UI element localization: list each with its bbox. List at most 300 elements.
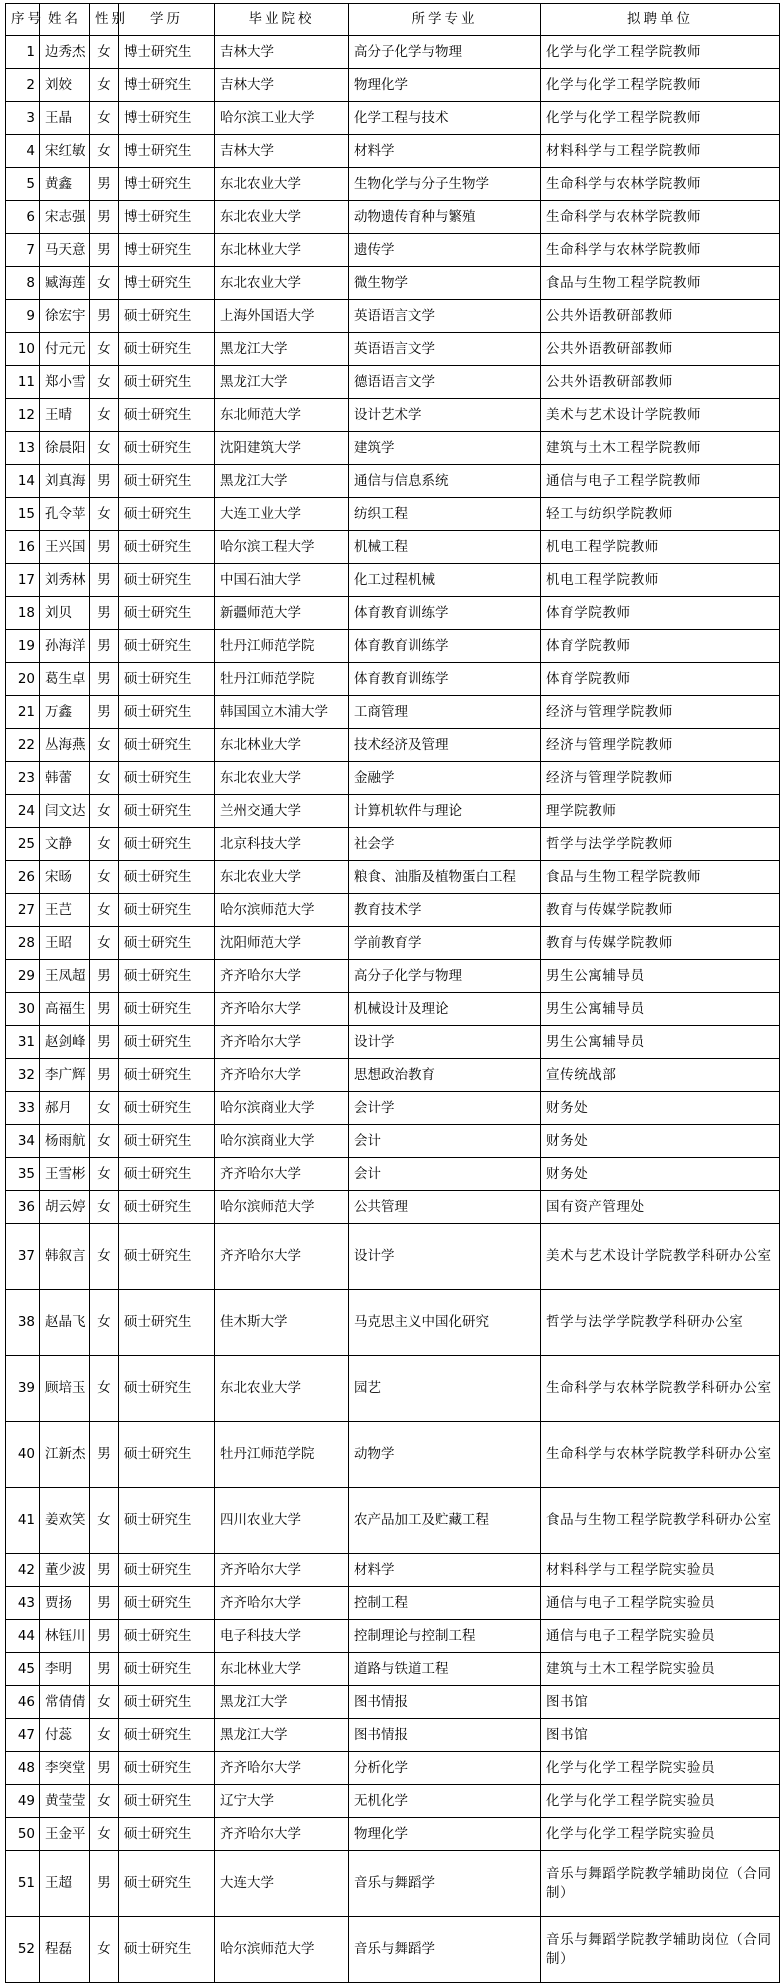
table-row	[6, 828, 780, 861]
cell-major: 生物化学与分子生物学	[349, 168, 541, 201]
header-gender: 性别	[90, 4, 119, 36]
cell-school: 上海外国语大学	[215, 300, 349, 333]
cell-degree: 硕士研究生	[119, 564, 215, 597]
cell-gender: 男	[90, 696, 119, 729]
table-row	[6, 1620, 780, 1653]
cell-name: 韩蕾	[40, 762, 90, 795]
cell-gender: 男	[90, 234, 119, 267]
cell-unit: 化学与化学工程学院教师	[541, 102, 780, 135]
cell-degree: 硕士研究生	[119, 1191, 215, 1224]
cell-school: 齐齐哈尔大学	[215, 1752, 349, 1785]
cell-school: 吉林大学	[215, 36, 349, 69]
cell-no: 32	[6, 1059, 40, 1092]
cell-gender: 女	[90, 432, 119, 465]
table-row	[6, 729, 780, 762]
cell-name: 边秀杰	[40, 36, 90, 69]
cell-school: 齐齐哈尔大学	[215, 1818, 349, 1851]
cell-gender: 女	[90, 795, 119, 828]
cell-no: 31	[6, 1026, 40, 1059]
table-row	[6, 861, 780, 894]
cell-no: 39	[6, 1356, 40, 1422]
cell-gender: 女	[90, 1488, 119, 1554]
cell-gender: 男	[90, 597, 119, 630]
cell-major: 设计学	[349, 1026, 541, 1059]
cell-no: 50	[6, 1818, 40, 1851]
cell-gender: 男	[90, 1851, 119, 1917]
cell-gender: 女	[90, 861, 119, 894]
cell-unit: 哲学与法学学院教学科研办公室	[541, 1290, 780, 1356]
cell-name: 郑小雪	[40, 366, 90, 399]
cell-major: 纺织工程	[349, 498, 541, 531]
cell-school: 东北林业大学	[215, 1653, 349, 1686]
cell-degree: 硕士研究生	[119, 1653, 215, 1686]
cell-no: 2	[6, 69, 40, 102]
cell-name: 宋志强	[40, 201, 90, 234]
table-row	[6, 993, 780, 1026]
cell-degree: 硕士研究生	[119, 465, 215, 498]
cell-name: 王晴	[40, 399, 90, 432]
cell-major: 遗传学	[349, 234, 541, 267]
cell-name: 付蕊	[40, 1719, 90, 1752]
cell-unit: 哲学与法学学院教师	[541, 828, 780, 861]
cell-degree: 硕士研究生	[119, 1488, 215, 1554]
cell-major: 会计	[349, 1158, 541, 1191]
cell-major: 通信与信息系统	[349, 465, 541, 498]
cell-school: 黑龙江大学	[215, 1719, 349, 1752]
cell-gender: 男	[90, 1026, 119, 1059]
cell-no: 13	[6, 432, 40, 465]
cell-school: 齐齐哈尔大学	[215, 1026, 349, 1059]
cell-unit: 图书馆	[541, 1719, 780, 1752]
cell-unit: 生命科学与农林学院教师	[541, 201, 780, 234]
cell-school: 大连工业大学	[215, 498, 349, 531]
cell-major: 德语语言文学	[349, 366, 541, 399]
cell-no: 10	[6, 333, 40, 366]
cell-no: 8	[6, 267, 40, 300]
cell-school: 黑龙江大学	[215, 1686, 349, 1719]
cell-unit: 材料科学与工程学院实验员	[541, 1554, 780, 1587]
cell-no: 45	[6, 1653, 40, 1686]
cell-major: 会计	[349, 1125, 541, 1158]
cell-degree: 硕士研究生	[119, 1092, 215, 1125]
table-row	[6, 597, 780, 630]
cell-name: 黄鑫	[40, 168, 90, 201]
cell-school: 哈尔滨工业大学	[215, 102, 349, 135]
cell-degree: 硕士研究生	[119, 531, 215, 564]
cell-no: 29	[6, 960, 40, 993]
cell-school: 吉林大学	[215, 69, 349, 102]
cell-name: 王凤超	[40, 960, 90, 993]
cell-name: 付元元	[40, 333, 90, 366]
cell-degree: 硕士研究生	[119, 1785, 215, 1818]
cell-gender: 女	[90, 1092, 119, 1125]
cell-degree: 硕士研究生	[119, 927, 215, 960]
cell-gender: 男	[90, 300, 119, 333]
table-row	[6, 1191, 780, 1224]
cell-gender: 女	[90, 333, 119, 366]
cell-school: 四川农业大学	[215, 1488, 349, 1554]
cell-major: 公共管理	[349, 1191, 541, 1224]
table-row	[6, 399, 780, 432]
cell-school: 东北农业大学	[215, 861, 349, 894]
cell-unit: 生命科学与农林学院教学科研办公室	[541, 1422, 780, 1488]
cell-unit: 公共外语教研部教师	[541, 333, 780, 366]
cell-gender: 男	[90, 1653, 119, 1686]
cell-school: 沈阳师范大学	[215, 927, 349, 960]
cell-no: 14	[6, 465, 40, 498]
table-row	[6, 432, 780, 465]
cell-school: 北京科技大学	[215, 828, 349, 861]
cell-unit: 体育学院教师	[541, 630, 780, 663]
cell-degree: 硕士研究生	[119, 300, 215, 333]
cell-school: 齐齐哈尔大学	[215, 1059, 349, 1092]
header-no: 序号	[6, 4, 40, 36]
table-row	[6, 1026, 780, 1059]
cell-name: 文静	[40, 828, 90, 861]
cell-name: 闫文达	[40, 795, 90, 828]
cell-gender: 女	[90, 1224, 119, 1290]
cell-name: 程磊	[40, 1917, 90, 1983]
cell-degree: 博士研究生	[119, 267, 215, 300]
cell-major: 技术经济及管理	[349, 729, 541, 762]
cell-no: 27	[6, 894, 40, 927]
cell-no: 40	[6, 1422, 40, 1488]
cell-degree: 博士研究生	[119, 234, 215, 267]
cell-no: 6	[6, 201, 40, 234]
cell-major: 材料学	[349, 135, 541, 168]
cell-unit: 男生公寓辅导员	[541, 993, 780, 1026]
cell-no: 30	[6, 993, 40, 1026]
cell-gender: 男	[90, 564, 119, 597]
cell-unit: 体育学院教师	[541, 597, 780, 630]
cell-no: 4	[6, 135, 40, 168]
cell-name: 王芑	[40, 894, 90, 927]
table-row	[6, 1092, 780, 1125]
table-row	[6, 1488, 780, 1554]
cell-school: 黑龙江大学	[215, 333, 349, 366]
cell-name: 宋旸	[40, 861, 90, 894]
cell-gender: 女	[90, 399, 119, 432]
cell-no: 44	[6, 1620, 40, 1653]
table-row	[6, 1422, 780, 1488]
cell-unit: 食品与生物工程学院教学科研办公室	[541, 1488, 780, 1554]
cell-major: 思想政治教育	[349, 1059, 541, 1092]
cell-school: 东北林业大学	[215, 234, 349, 267]
cell-degree: 博士研究生	[119, 69, 215, 102]
cell-unit: 建筑与土木工程学院实验员	[541, 1653, 780, 1686]
cell-name: 丛海燕	[40, 729, 90, 762]
cell-degree: 硕士研究生	[119, 861, 215, 894]
cell-major: 控制工程	[349, 1587, 541, 1620]
header-unit: 拟聘单位	[541, 4, 780, 36]
cell-degree: 博士研究生	[119, 36, 215, 69]
cell-no: 47	[6, 1719, 40, 1752]
cell-no: 11	[6, 366, 40, 399]
cell-unit: 经济与管理学院教师	[541, 762, 780, 795]
cell-gender: 男	[90, 1620, 119, 1653]
table-row	[6, 1752, 780, 1785]
cell-gender: 男	[90, 1059, 119, 1092]
cell-school: 电子科技大学	[215, 1620, 349, 1653]
cell-no: 35	[6, 1158, 40, 1191]
cell-name: 王雪彬	[40, 1158, 90, 1191]
cell-gender: 女	[90, 135, 119, 168]
cell-school: 东北农业大学	[215, 201, 349, 234]
cell-major: 设计学	[349, 1224, 541, 1290]
cell-major: 道路与铁道工程	[349, 1653, 541, 1686]
cell-unit: 宣传统战部	[541, 1059, 780, 1092]
cell-gender: 男	[90, 168, 119, 201]
cell-degree: 硕士研究生	[119, 1356, 215, 1422]
cell-major: 无机化学	[349, 1785, 541, 1818]
cell-gender: 女	[90, 1356, 119, 1422]
cell-unit: 经济与管理学院教师	[541, 729, 780, 762]
cell-unit: 美术与艺术设计学院教学科研办公室	[541, 1224, 780, 1290]
cell-school: 齐齐哈尔大学	[215, 1554, 349, 1587]
cell-name: 杨雨航	[40, 1125, 90, 1158]
cell-name: 韩叙言	[40, 1224, 90, 1290]
table-row	[6, 1059, 780, 1092]
cell-unit: 通信与电子工程学院实验员	[541, 1587, 780, 1620]
cell-major: 教育技术学	[349, 894, 541, 927]
cell-major: 物理化学	[349, 1818, 541, 1851]
cell-degree: 硕士研究生	[119, 1125, 215, 1158]
cell-degree: 硕士研究生	[119, 432, 215, 465]
cell-school: 东北林业大学	[215, 729, 349, 762]
cell-no: 49	[6, 1785, 40, 1818]
cell-unit: 材料科学与工程学院教师	[541, 135, 780, 168]
cell-major: 化学工程与技术	[349, 102, 541, 135]
table-row	[6, 300, 780, 333]
cell-degree: 硕士研究生	[119, 1851, 215, 1917]
table-row	[6, 465, 780, 498]
cell-name: 孙海洋	[40, 630, 90, 663]
table-row	[6, 1719, 780, 1752]
cell-unit: 建筑与土木工程学院教师	[541, 432, 780, 465]
cell-unit: 教育与传媒学院教师	[541, 894, 780, 927]
header-name: 姓名	[40, 4, 90, 36]
cell-gender: 男	[90, 630, 119, 663]
cell-gender: 女	[90, 762, 119, 795]
cell-school: 齐齐哈尔大学	[215, 993, 349, 1026]
table-row	[6, 927, 780, 960]
cell-gender: 女	[90, 1158, 119, 1191]
cell-unit: 图书馆	[541, 1686, 780, 1719]
table-row	[6, 1686, 780, 1719]
cell-no: 18	[6, 597, 40, 630]
cell-no: 21	[6, 696, 40, 729]
cell-no: 1	[6, 36, 40, 69]
cell-major: 分析化学	[349, 1752, 541, 1785]
cell-school: 东北师范大学	[215, 399, 349, 432]
cell-unit: 财务处	[541, 1158, 780, 1191]
cell-major: 微生物学	[349, 267, 541, 300]
cell-major: 机械设计及理论	[349, 993, 541, 1026]
cell-degree: 硕士研究生	[119, 498, 215, 531]
cell-gender: 男	[90, 1422, 119, 1488]
cell-major: 英语语言文学	[349, 300, 541, 333]
cell-school: 牡丹江师范学院	[215, 630, 349, 663]
cell-degree: 硕士研究生	[119, 993, 215, 1026]
cell-major: 图书情报	[349, 1686, 541, 1719]
cell-unit: 化学与化学工程学院实验员	[541, 1785, 780, 1818]
cell-major: 动物遗传育种与繁殖	[349, 201, 541, 234]
cell-no: 36	[6, 1191, 40, 1224]
cell-name: 王晶	[40, 102, 90, 135]
table-row	[6, 564, 780, 597]
cell-no: 46	[6, 1686, 40, 1719]
cell-major: 高分子化学与物理	[349, 36, 541, 69]
cell-degree: 博士研究生	[119, 135, 215, 168]
table-row	[6, 168, 780, 201]
table-row	[6, 960, 780, 993]
table-row	[6, 663, 780, 696]
cell-degree: 硕士研究生	[119, 1554, 215, 1587]
cell-unit: 体育学院教师	[541, 663, 780, 696]
cell-name: 顾培玉	[40, 1356, 90, 1422]
table-row	[6, 894, 780, 927]
cell-degree: 硕士研究生	[119, 696, 215, 729]
cell-no: 34	[6, 1125, 40, 1158]
cell-school: 哈尔滨师范大学	[215, 1191, 349, 1224]
cell-unit: 机电工程学院教师	[541, 531, 780, 564]
header-school: 毕业院校	[215, 4, 349, 36]
cell-no: 20	[6, 663, 40, 696]
cell-name: 赵晶飞	[40, 1290, 90, 1356]
cell-school: 齐齐哈尔大学	[215, 960, 349, 993]
cell-school: 沈阳建筑大学	[215, 432, 349, 465]
cell-gender: 男	[90, 663, 119, 696]
cell-degree: 博士研究生	[119, 201, 215, 234]
cell-school: 牡丹江师范学院	[215, 663, 349, 696]
cell-unit: 公共外语教研部教师	[541, 366, 780, 399]
cell-degree: 硕士研究生	[119, 1224, 215, 1290]
cell-unit: 音乐与舞蹈学院教学辅助岗位（合同制）	[541, 1851, 780, 1917]
cell-school: 佳木斯大学	[215, 1290, 349, 1356]
cell-gender: 男	[90, 993, 119, 1026]
cell-name: 徐晨阳	[40, 432, 90, 465]
cell-unit: 经济与管理学院教师	[541, 696, 780, 729]
table-row	[6, 1851, 780, 1917]
cell-school: 黑龙江大学	[215, 366, 349, 399]
cell-name: 高福生	[40, 993, 90, 1026]
cell-unit: 财务处	[541, 1092, 780, 1125]
cell-no: 9	[6, 300, 40, 333]
cell-name: 马天意	[40, 234, 90, 267]
table-row	[6, 1224, 780, 1290]
cell-degree: 硕士研究生	[119, 828, 215, 861]
cell-degree: 硕士研究生	[119, 663, 215, 696]
cell-school: 哈尔滨师范大学	[215, 1917, 349, 1983]
cell-degree: 硕士研究生	[119, 762, 215, 795]
cell-gender: 女	[90, 36, 119, 69]
cell-major: 社会学	[349, 828, 541, 861]
recruitment-table	[5, 3, 780, 1983]
cell-name: 董少波	[40, 1554, 90, 1587]
cell-name: 徐宏宇	[40, 300, 90, 333]
cell-school: 牡丹江师范学院	[215, 1422, 349, 1488]
cell-name: 刘姣	[40, 69, 90, 102]
cell-degree: 硕士研究生	[119, 1059, 215, 1092]
cell-unit: 生命科学与农林学院教师	[541, 168, 780, 201]
cell-no: 26	[6, 861, 40, 894]
cell-unit: 音乐与舞蹈学院教学辅助岗位（合同制）	[541, 1917, 780, 1983]
cell-gender: 女	[90, 1125, 119, 1158]
cell-unit: 理学院教师	[541, 795, 780, 828]
cell-name: 臧海莲	[40, 267, 90, 300]
cell-no: 51	[6, 1851, 40, 1917]
cell-school: 东北农业大学	[215, 762, 349, 795]
cell-no: 12	[6, 399, 40, 432]
cell-major: 金融学	[349, 762, 541, 795]
cell-gender: 女	[90, 1785, 119, 1818]
table-row	[6, 333, 780, 366]
cell-gender: 男	[90, 1752, 119, 1785]
cell-name: 葛生卓	[40, 663, 90, 696]
cell-gender: 女	[90, 894, 119, 927]
cell-gender: 女	[90, 1917, 119, 1983]
cell-major: 农产品加工及贮藏工程	[349, 1488, 541, 1554]
cell-school: 辽宁大学	[215, 1785, 349, 1818]
cell-no: 43	[6, 1587, 40, 1620]
cell-gender: 女	[90, 69, 119, 102]
cell-major: 设计艺术学	[349, 399, 541, 432]
cell-degree: 硕士研究生	[119, 1719, 215, 1752]
cell-unit: 食品与生物工程学院教师	[541, 267, 780, 300]
table-row	[6, 69, 780, 102]
cell-no: 23	[6, 762, 40, 795]
cell-no: 15	[6, 498, 40, 531]
cell-degree: 硕士研究生	[119, 1686, 215, 1719]
cell-unit: 通信与电子工程学院教师	[541, 465, 780, 498]
table-row	[6, 201, 780, 234]
cell-no: 25	[6, 828, 40, 861]
table-row	[6, 102, 780, 135]
cell-school: 大连大学	[215, 1851, 349, 1917]
table-row	[6, 762, 780, 795]
table-row	[6, 1158, 780, 1191]
cell-name: 江新杰	[40, 1422, 90, 1488]
cell-major: 英语语言文学	[349, 333, 541, 366]
cell-major: 马克思主义中国化研究	[349, 1290, 541, 1356]
cell-gender: 女	[90, 1686, 119, 1719]
cell-name: 王超	[40, 1851, 90, 1917]
cell-major: 体育教育训练学	[349, 663, 541, 696]
cell-major: 机械工程	[349, 531, 541, 564]
cell-name: 赵剑峰	[40, 1026, 90, 1059]
cell-gender: 女	[90, 366, 119, 399]
cell-unit: 生命科学与农林学院教师	[541, 234, 780, 267]
cell-name: 常倩倩	[40, 1686, 90, 1719]
cell-gender: 女	[90, 729, 119, 762]
cell-name: 刘秀林	[40, 564, 90, 597]
cell-unit: 财务处	[541, 1125, 780, 1158]
cell-major: 化工过程机械	[349, 564, 541, 597]
table-row	[6, 795, 780, 828]
cell-gender: 男	[90, 201, 119, 234]
cell-unit: 机电工程学院教师	[541, 564, 780, 597]
cell-gender: 女	[90, 102, 119, 135]
cell-school: 东北农业大学	[215, 1356, 349, 1422]
cell-major: 音乐与舞蹈学	[349, 1851, 541, 1917]
table-row	[6, 1290, 780, 1356]
cell-gender: 男	[90, 1554, 119, 1587]
table-row	[6, 1587, 780, 1620]
cell-gender: 女	[90, 1719, 119, 1752]
cell-name: 王昭	[40, 927, 90, 960]
cell-name: 李突堂	[40, 1752, 90, 1785]
header-major: 所学专业	[349, 4, 541, 36]
